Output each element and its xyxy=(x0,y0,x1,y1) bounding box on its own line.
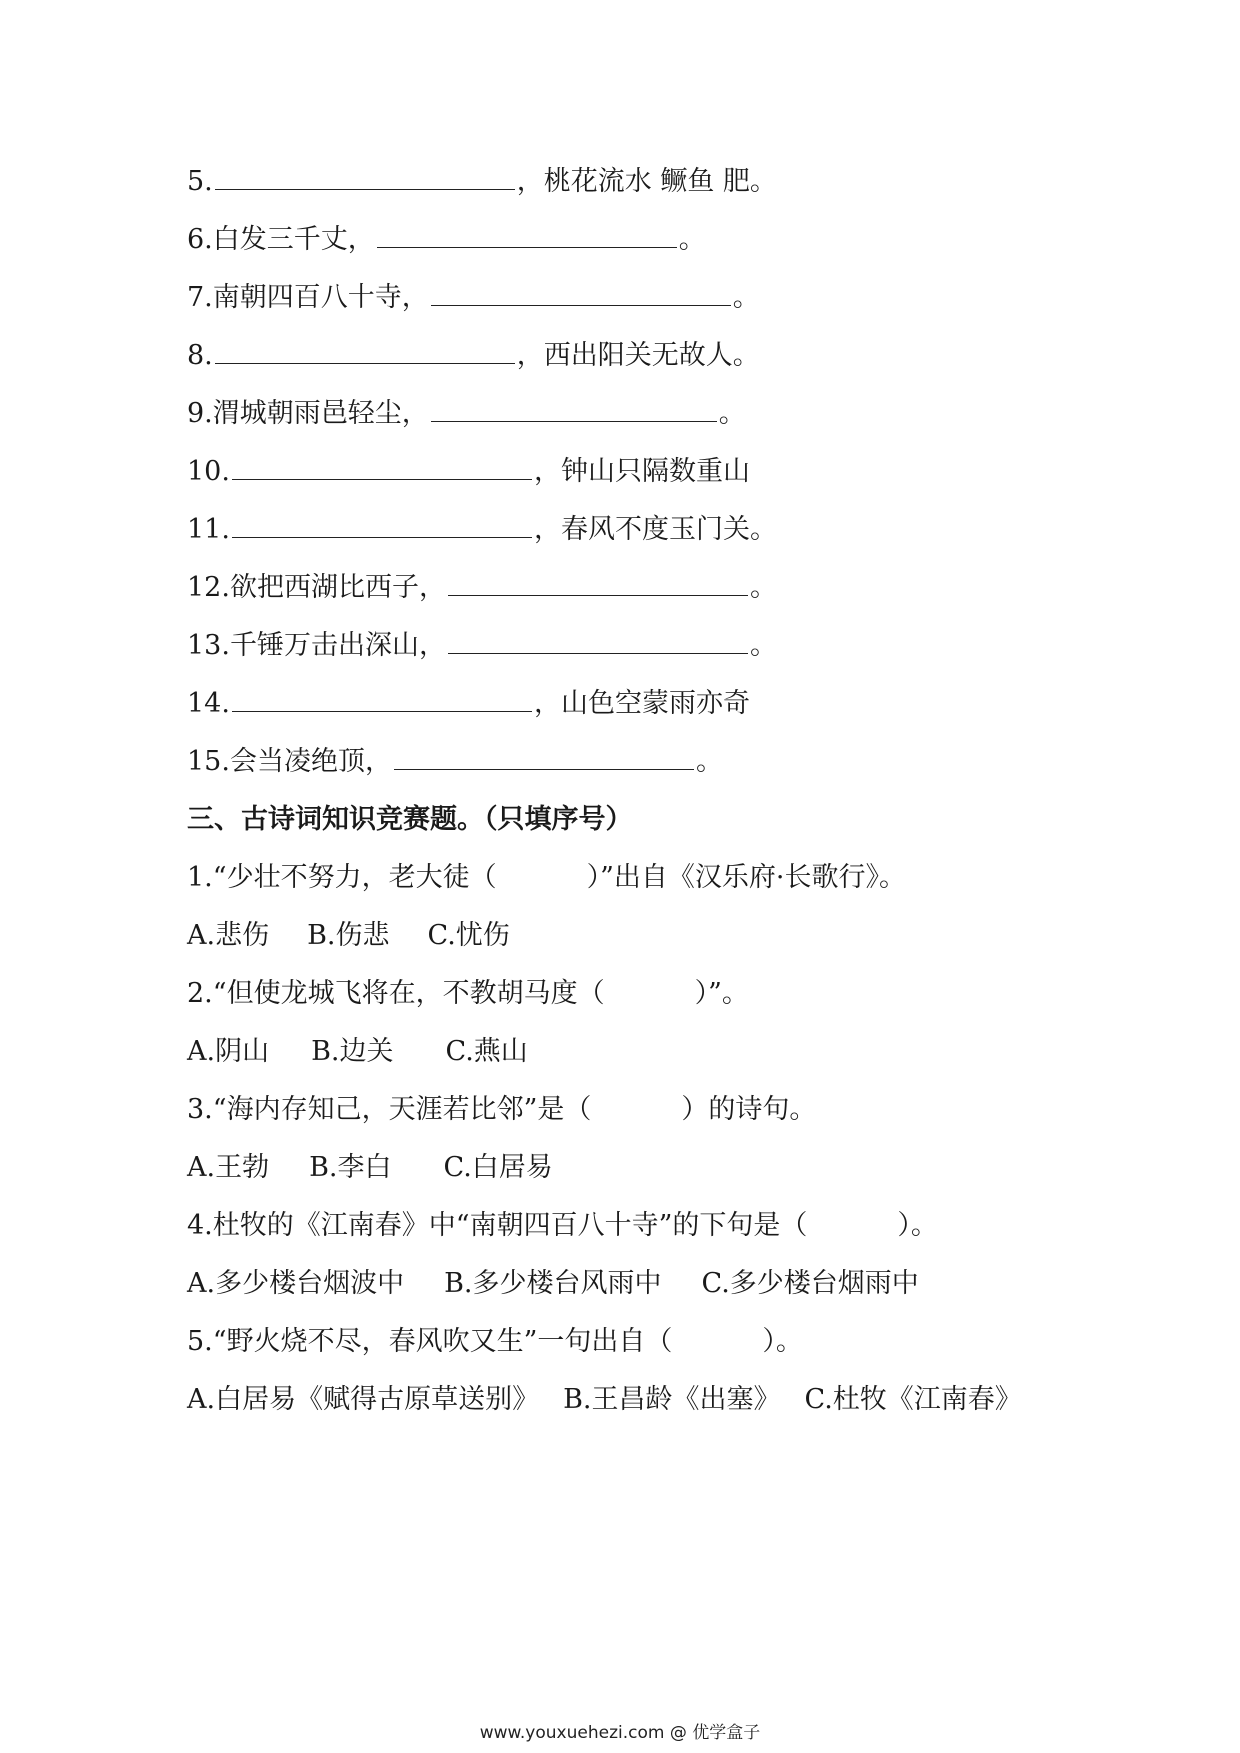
answer-blank[interactable] xyxy=(431,395,717,422)
question-3 xyxy=(187,1090,816,1130)
answer-blank[interactable] xyxy=(232,511,532,538)
answer-blank[interactable] xyxy=(394,743,694,770)
option-a: A.悲伤 xyxy=(187,920,270,951)
fill-item-12 xyxy=(187,568,777,608)
item-number: 6. xyxy=(187,224,213,255)
item-after: ，春风不度玉门关。 xyxy=(533,514,777,545)
fill-item-6 xyxy=(187,220,706,260)
options-4 xyxy=(187,1264,919,1304)
answer-blank[interactable] xyxy=(232,685,532,712)
question-text: 2.“但使龙城飞将在，不教胡马度（ xyxy=(187,978,605,1009)
item-number: 12. xyxy=(187,572,230,603)
item-number: 10. xyxy=(187,456,230,487)
item-before: 渭城朝雨邑轻尘， xyxy=(212,398,429,429)
footer-watermark: www.youxuehezi.com @ 优学盒子 xyxy=(479,1723,761,1743)
item-before: 会当凌绝顶， xyxy=(229,746,392,777)
item-after: 。 xyxy=(718,398,746,429)
item-number: 7. xyxy=(187,282,213,313)
question-text-end: ）”。 xyxy=(694,978,749,1009)
item-number: 8. xyxy=(187,340,213,371)
option-c: C.多少楼台烟雨中 xyxy=(701,1268,919,1299)
option-a: A.多少楼台烟波中 xyxy=(187,1268,405,1299)
item-number: 5. xyxy=(187,166,213,197)
answer-blank[interactable] xyxy=(377,221,677,248)
item-number: 14. xyxy=(187,688,230,719)
fill-item-13 xyxy=(187,626,777,666)
question-5 xyxy=(187,1322,803,1362)
fill-item-14 xyxy=(187,684,750,724)
fill-item-8 xyxy=(187,336,760,376)
item-after: 。 xyxy=(749,630,777,661)
question-4 xyxy=(187,1206,938,1246)
item-after: 。 xyxy=(749,572,777,603)
item-after: ，山色空蒙雨亦奇 xyxy=(533,688,750,719)
question-text-end: ）。 xyxy=(762,1326,803,1357)
item-after: ，钟山只隔数重山 xyxy=(533,456,750,487)
question-text: 3.“海内存知己，天涯若比邻”是（ xyxy=(187,1094,592,1125)
option-a: A.王勃 xyxy=(187,1152,270,1183)
item-before: 千锤万击出深山， xyxy=(229,630,446,661)
question-text: 5.“野火烧不尽，春风吹又生”一句出自（ xyxy=(187,1326,673,1357)
option-b: B.边关 xyxy=(311,1036,394,1067)
item-before: 白发三千丈， xyxy=(212,224,375,255)
fill-item-15 xyxy=(187,742,723,782)
fill-item-7 xyxy=(187,278,760,318)
fill-item-10 xyxy=(187,452,750,492)
question-text: 4.杜牧的《江南春》中“南朝四百八十寺”的下句是（ xyxy=(187,1210,808,1241)
options-5 xyxy=(187,1380,1022,1420)
answer-blank[interactable] xyxy=(215,337,515,364)
item-after: 。 xyxy=(678,224,706,255)
item-number: 13. xyxy=(187,630,230,661)
answer-blank[interactable] xyxy=(448,569,748,596)
options-2 xyxy=(187,1032,528,1072)
option-c: C.忧伤 xyxy=(427,920,510,951)
option-a: A.白居易《赋得古原草送别》 xyxy=(187,1384,540,1415)
fill-item-11 xyxy=(187,510,777,550)
question-1 xyxy=(187,858,906,898)
option-c: C.白居易 xyxy=(443,1152,553,1183)
fill-item-5 xyxy=(187,162,777,202)
option-c: C.杜牧《江南春》 xyxy=(804,1384,1022,1415)
item-number: 9. xyxy=(187,398,213,429)
option-b: B.王昌龄《出塞》 xyxy=(563,1384,781,1415)
item-number: 15. xyxy=(187,746,230,777)
question-2 xyxy=(187,974,749,1014)
answer-blank[interactable] xyxy=(448,627,748,654)
option-b: B.伤悲 xyxy=(307,920,390,951)
answer-blank[interactable] xyxy=(215,163,515,190)
question-text: 1.“少壮不努力，老大徒（ xyxy=(187,862,497,893)
answer-blank[interactable] xyxy=(431,279,731,306)
option-c: C.燕山 xyxy=(445,1036,528,1067)
question-text-end: ）。 xyxy=(897,1210,938,1241)
item-after: ，桃花流水 鳜鱼 肥。 xyxy=(516,166,777,197)
item-after: 。 xyxy=(695,746,723,777)
option-b: B.多少楼台风雨中 xyxy=(444,1268,662,1299)
item-after: 。 xyxy=(732,282,760,313)
question-text-end: ）”出自《汉乐府·长歌行》。 xyxy=(586,862,906,893)
options-3 xyxy=(187,1148,553,1188)
item-before: 南朝四百八十寺， xyxy=(212,282,429,313)
answer-blank[interactable] xyxy=(232,453,532,480)
fill-item-9 xyxy=(187,394,746,434)
section-heading: 三、古诗词知识竞赛题。（只填序号） xyxy=(187,804,633,835)
item-after: ，西出阳关无故人。 xyxy=(516,340,760,371)
item-number: 11. xyxy=(187,514,230,545)
option-a: A.阴山 xyxy=(187,1036,270,1067)
item-before: 欲把西湖比西子， xyxy=(229,572,446,603)
option-b: B.李白 xyxy=(309,1152,392,1183)
question-text-end: ）的诗句。 xyxy=(681,1094,817,1125)
options-1 xyxy=(187,916,510,956)
